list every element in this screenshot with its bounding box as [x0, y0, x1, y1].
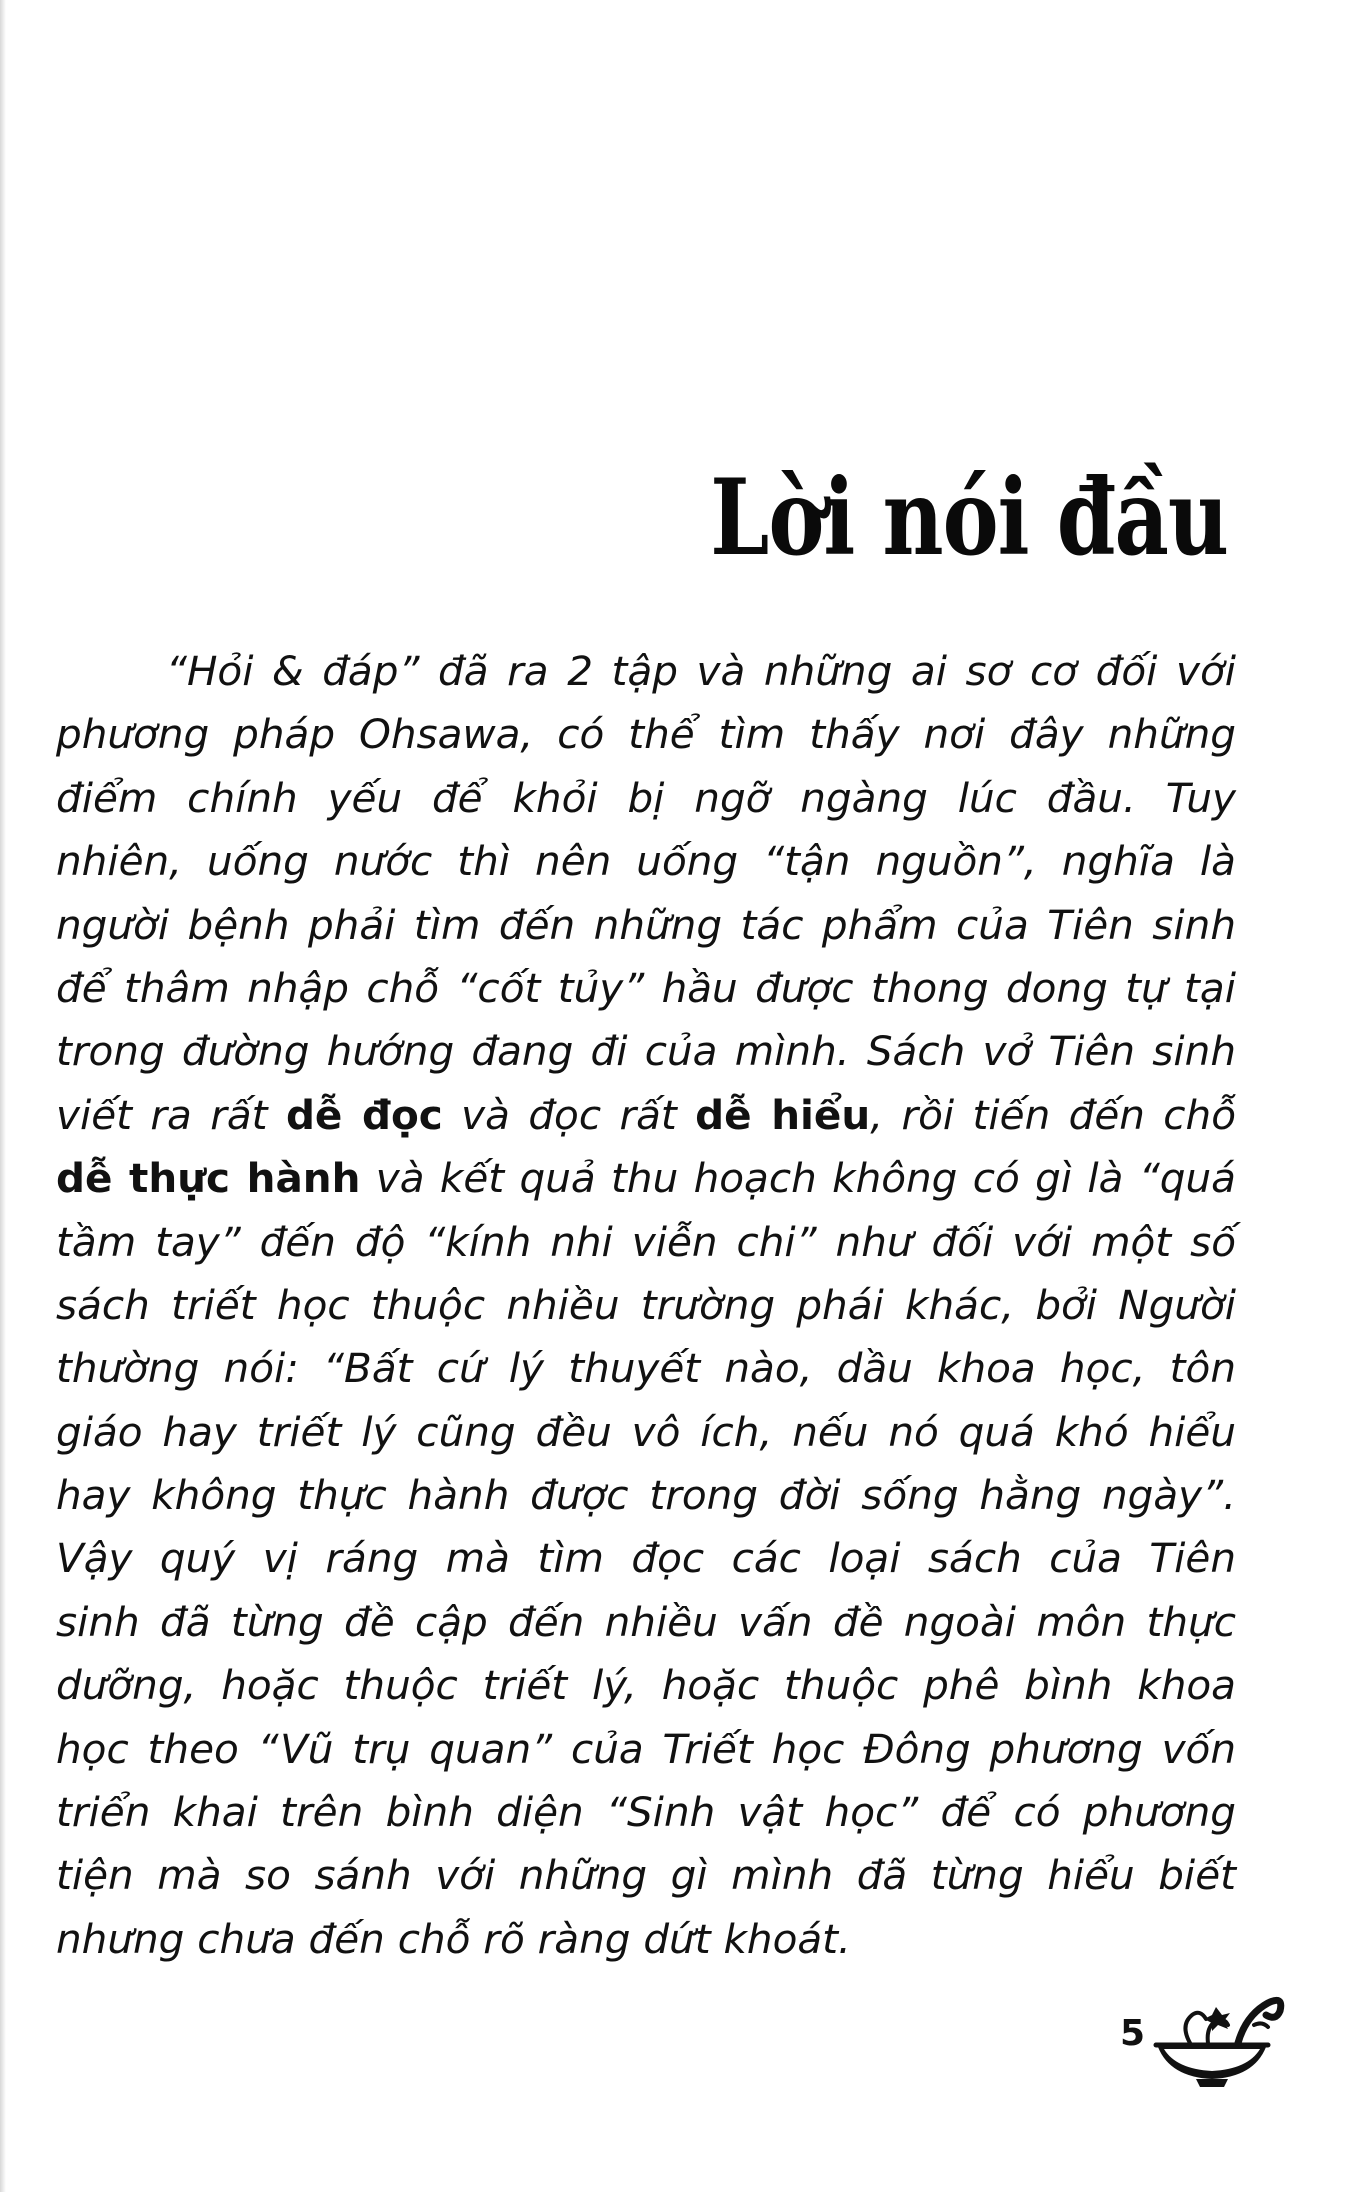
text-line — [56, 1401, 1236, 1464]
text-line — [56, 1020, 1236, 1083]
text-line — [56, 1718, 1236, 1781]
text-segment: dưỡng, hoặc thuộc triết lý, hoặc thuộc phê bình khoa — [56, 1661, 1236, 1710]
text-segment: tiện mà so sánh với những gì mình đã từng hiểu biết — [56, 1851, 1236, 1900]
emphasized-text: dễ thực hành — [56, 1154, 361, 1203]
chapter-title: Lời nói đầu — [710, 455, 1228, 579]
text-segment: để thâm nhập chỗ “cốt tủy” hầu được thong dong tự tại — [56, 963, 1236, 1012]
text-segment: sinh đã từng đề cập đến nhiều vấn đề ngoài môn thực — [56, 1597, 1236, 1646]
text-segment: tầm tay” đến độ “kính nhi viễn chi” như đối với một số — [56, 1217, 1236, 1266]
text-line — [56, 830, 1236, 893]
text-segment: nhưng chưa đến chỗ rõ ràng dứt khoát. — [56, 1914, 851, 1963]
text-segment: hay không thực hành được trong đời sống hằng ngày”. — [56, 1471, 1236, 1520]
bowl-with-flower-icon — [1150, 1985, 1290, 2095]
text-segment: và đọc rất — [442, 1090, 696, 1139]
text-line — [56, 1908, 1236, 1971]
text-segment: thường nói: “Bất cứ lý thuyết nào, dầu khoa học, tôn — [56, 1344, 1236, 1393]
text-line — [56, 767, 1236, 830]
text-line — [56, 1274, 1236, 1337]
text-segment: và kết quả thu hoạch không có gì là “quá — [360, 1154, 1236, 1203]
text-line — [56, 1211, 1236, 1274]
page-edge-shadow — [0, 0, 6, 2192]
text-segment: phương pháp Ohsawa, có thể tìm thấy nơi đây những — [56, 710, 1236, 759]
text-segment: sách triết học thuộc nhiều trường phái khác, bởi Người — [56, 1280, 1236, 1329]
text-line — [56, 1147, 1236, 1210]
text-line — [56, 894, 1236, 957]
text-line — [56, 957, 1236, 1020]
text-line — [56, 640, 1236, 703]
page-footer — [1120, 1985, 1290, 2095]
text-line — [56, 1084, 1236, 1147]
text-segment: điểm chính yếu để khỏi bị ngỡ ngàng lúc đầu. Tuy — [56, 773, 1236, 822]
emphasized-text: dễ đọc — [285, 1090, 443, 1139]
text-segment: nhiên, uống nước thì nên uống “tận nguồn”, nghĩa là — [56, 837, 1236, 886]
text-segment: Vậy quý vị ráng mà tìm đọc các loại sách của Tiên — [56, 1534, 1236, 1583]
text-line — [56, 1337, 1236, 1400]
text-line — [56, 1844, 1236, 1907]
preface-paragraph — [56, 640, 1236, 1971]
text-segment: học theo “Vũ trụ quan” của Triết học Đông phương vốn — [56, 1724, 1236, 1773]
page-number: 5 — [1120, 2013, 1146, 2054]
emphasized-text: dễ hiểu — [695, 1090, 871, 1139]
text-segment: người bệnh phải tìm đến những tác phẩm của Tiên sinh — [56, 900, 1236, 949]
text-segment: “Hỏi & đáp” đã ra 2 tập và những ai sơ cơ đối với — [166, 647, 1236, 695]
text-line — [56, 1781, 1236, 1844]
text-line — [56, 1464, 1236, 1527]
text-segment: trong đường hướng đang đi của mình. Sách vở Tiên sinh — [56, 1027, 1236, 1076]
text-segment: giáo hay triết lý cũng đều vô ích, nếu nó quá khó hiểu — [56, 1407, 1236, 1456]
text-line — [56, 703, 1236, 766]
text-line — [56, 1591, 1236, 1654]
text-segment: , rồi tiến đến chỗ — [870, 1090, 1236, 1139]
text-segment: triển khai trên bình diện “Sinh vật học” để có phương — [56, 1788, 1236, 1837]
text-line — [56, 1654, 1236, 1717]
text-segment: viết ra rất — [56, 1090, 286, 1139]
text-line — [56, 1527, 1236, 1590]
